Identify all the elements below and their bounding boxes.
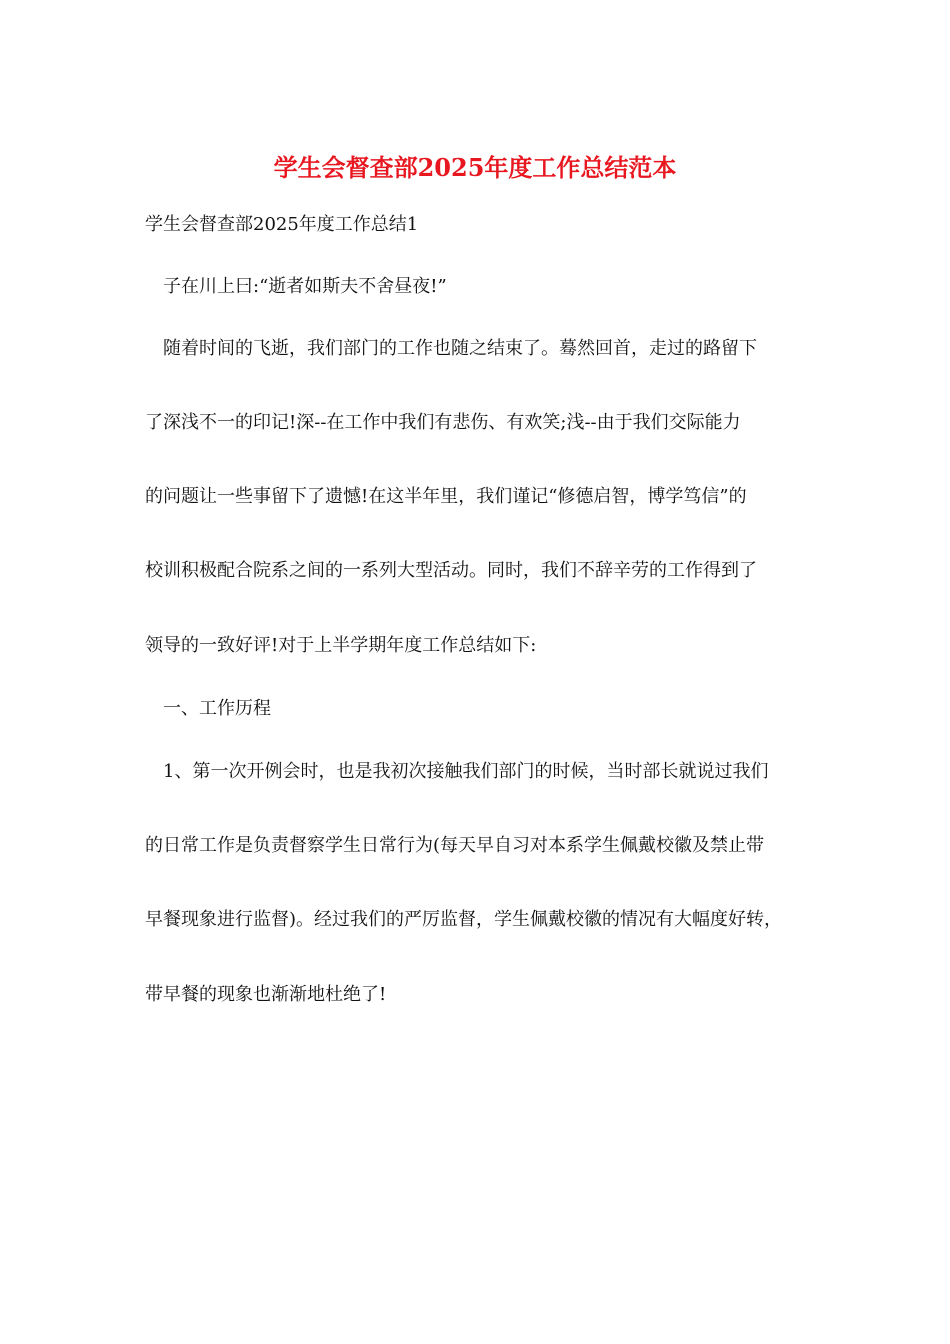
- paragraph-line: 随着时间的飞逝，我们部门的工作也随之结束了。蓦然回首，走过的路留下: [163, 338, 757, 359]
- paragraph-line: 的日常工作是负责督察学生日常行为(每天早自习对本系学生佩戴校徽及禁止带: [145, 835, 765, 856]
- quote-line: 子在川上曰:“逝者如斯夫不舍昼夜!”: [163, 276, 447, 297]
- subsection-heading: 一、工作历程: [163, 698, 271, 719]
- paragraph-line: 1、第一次开例会时，也是我初次接触我们部门的时候，当时部长就说过我们: [163, 761, 769, 782]
- paragraph-line: 了深浅不一的印记!深--在工作中我们有悲伤、有欢笑;浅--由于我们交际能力: [145, 412, 741, 433]
- section-heading: 学生会督查部2025年度工作总结1: [145, 214, 419, 235]
- paragraph-line: 带早餐的现象也渐渐地杜绝了!: [145, 984, 387, 1005]
- paragraph-line: 的问题让一些事留下了遗憾!在这半年里，我们谨记“修德启智，博学笃信”的: [145, 486, 747, 507]
- paragraph-line: 早餐现象进行监督)。经过我们的严厉监督，学生佩戴校徽的情况有大幅度好转，: [145, 909, 783, 930]
- document-title: 学生会督查部2025年度工作总结范本: [273, 153, 677, 182]
- paragraph-line: 领导的一致好评!对于上半学期年度工作总结如下:: [145, 635, 537, 656]
- paragraph-line: 校训积极配合院系之间的一系列大型活动。同时，我们不辞辛劳的工作得到了: [145, 560, 757, 581]
